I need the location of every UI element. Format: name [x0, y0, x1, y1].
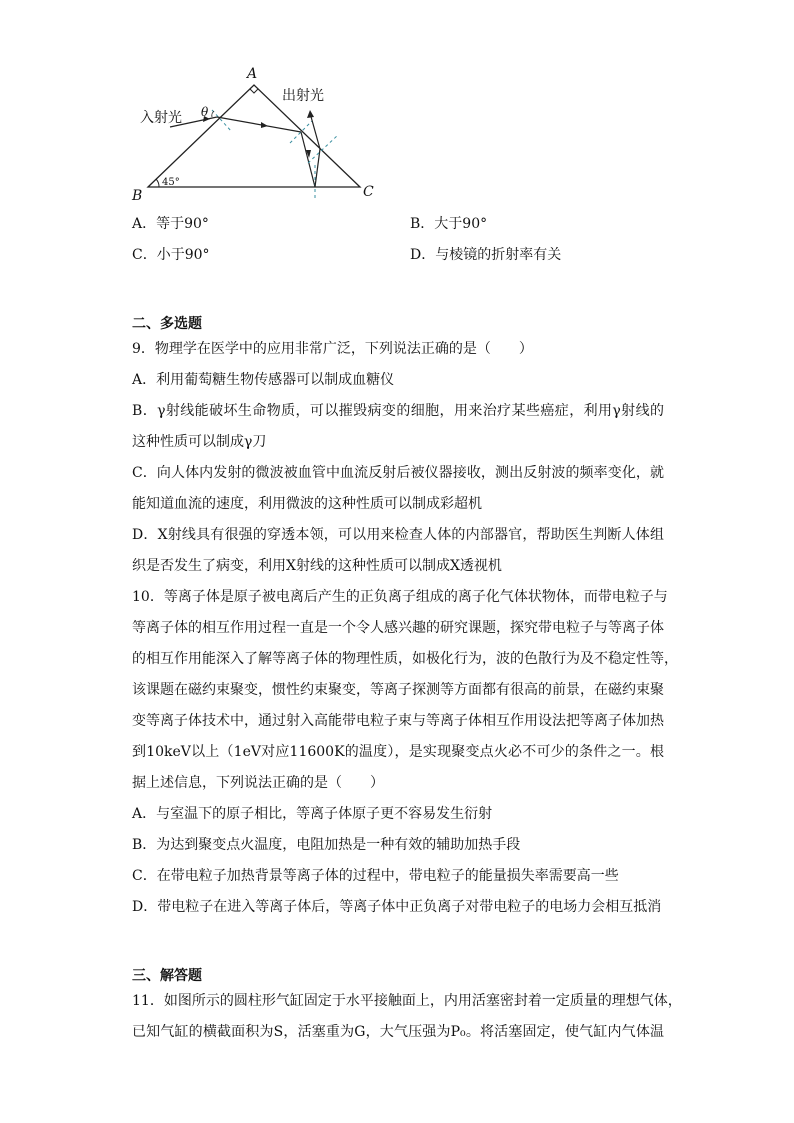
- q11-stem-line1: 11．如图所示的圆柱形气缸固定于水平接触面上，内用活塞密封着一定质量的理想气体，: [132, 993, 682, 1009]
- angle-b-label: 45°: [162, 177, 180, 188]
- q10-stem-line2: 等离子体的相互作用过程一直是一个令人感兴趣的研究课题，探究带电粒子与等离子体: [132, 620, 664, 636]
- vertex-a-label: A: [247, 66, 258, 82]
- reflected-ray-1: [301, 132, 315, 187]
- q8-option-a: A．等于90°: [132, 216, 209, 232]
- q9-option-b-line2: 这种性质可以制成γ刀: [132, 434, 267, 450]
- section-answer-title: 三、解答题: [132, 968, 202, 984]
- prism-triangle: [148, 85, 360, 187]
- vertex-b-label: B: [132, 188, 143, 204]
- vertex-c-label: C: [363, 184, 374, 200]
- q10-option-d: D．带电粒子在进入等离子体后，等离子体中正负离子对带电粒子的电场力会相互抵消: [132, 899, 662, 915]
- q9-option-c-line1: C．向人体内发射的微波被血管中血流反射后被仪器接收，测出反射波的频率变化，就: [132, 465, 664, 481]
- q8-option-d: D．与棱镜的折射率有关: [410, 247, 562, 263]
- exit-arrow: [307, 110, 314, 118]
- right-angle-mark: [250, 89, 258, 93]
- angle-b-arc: [156, 179, 159, 187]
- q10-stem-line3: 的相互作用能深入了解等离子体的物理性质，如极化行为，波的色散行为及不稳定性等，: [132, 651, 678, 667]
- q11-stem-line2: 已知气缸的横截面积为S，活塞重为G，大气压强为P₀。将活塞固定，使气缸内气体温: [132, 1024, 664, 1040]
- q9-option-d-line1: D．X射线具有很强的穿透本领，可以用来检查人体的内部器官，帮助医生判断人体组: [132, 527, 664, 543]
- refracted-arrow: [261, 122, 268, 128]
- q10-option-c: C．在带电粒子加热背景等离子体的过程中，带电粒子的能量损失率需要高一些: [132, 868, 619, 884]
- normal-ac-2: [308, 135, 338, 163]
- q10-stem-line5: 变等离子体技术中，通过射入高能带电粒子束与等离子体相互作用设法把等离子体加热: [132, 713, 664, 729]
- theta-label: θ: [201, 105, 209, 119]
- q9-option-d-line2: 织是否发生了病变，利用X射线的这种性质可以制成X透视机: [132, 558, 502, 574]
- exit-light-label: 出射光: [282, 88, 324, 104]
- prism-figure: [130, 60, 390, 210]
- q9-option-a: A．利用葡萄糖生物传感器可以制成血糖仪: [132, 372, 395, 388]
- prism-diagram: [130, 60, 390, 210]
- q9-option-b-line1: B．γ射线能破坏生命物质，可以摧毁病变的细胞，用来治疗某些癌症，利用γ射线的: [132, 403, 664, 419]
- incident-light-label: 入射光: [140, 110, 182, 126]
- q10-stem-line6: 到10keV以上（1eV对应11600K的温度），是实现聚变点火必不可少的条件之一。根: [132, 744, 664, 760]
- section-multiple-choice-title: 二、多选题: [132, 316, 202, 332]
- q10-option-a: A．与室温下的原子相比，等离子体原子更不容易发生衍射: [132, 806, 493, 822]
- q9-stem: 9．物理学在医学中的应用非常广泛，下列说法正确的是（ ）: [132, 341, 533, 357]
- q10-stem-line7: 据上述信息，下列说法正确的是（ ）: [132, 775, 384, 791]
- q10-stem-line1: 10．等离子体是原子被电离后产生的正负离子组成的离子化气体状物体，而带电粒子与: [132, 589, 668, 605]
- q10-option-b: B．为达到聚变点火温度，电阻加热是一种有效的辅助加热手段: [132, 837, 521, 853]
- normal-entry: [212, 110, 232, 132]
- q9-option-c-line2: 能知道血流的速度，利用微波的这种性质可以制成彩超机: [132, 496, 482, 512]
- q8-option-c: C．小于90°: [132, 247, 210, 263]
- q8-option-b: B．大于90°: [410, 216, 488, 232]
- q10-stem-line4: 该课题在磁约束聚变，惯性约束聚变，等离子探测等方面都有很高的前景，在磁约束聚: [132, 682, 664, 698]
